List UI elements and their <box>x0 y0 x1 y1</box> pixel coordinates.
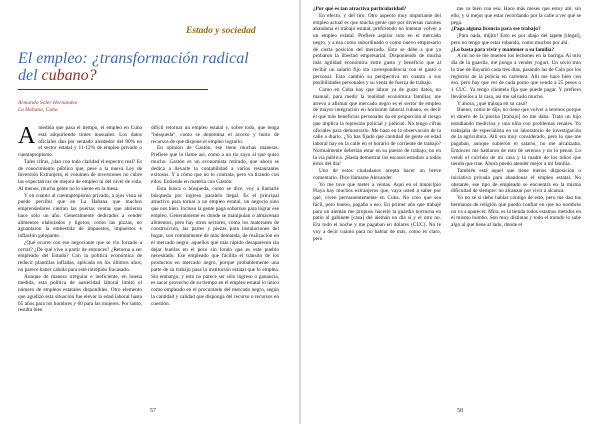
paragraph: Y en cuanto al cuentapropismo privado, a ojos vista se puede percibir que en La Habana que muchos emprendedores cierran las puertas ventas que abrieron hace sólo un año. Generalmente dedicados a vender alimentos elaborados y ligeros, como las pizzas, no aguantaron la embestida de impuestos, impuestos e inflación galopante. <box>18 192 142 239</box>
article-title <box>18 50 258 84</box>
left-column-1 <box>18 125 142 406</box>
title-divider <box>18 89 208 90</box>
paragraph: Uno de estos ciudadanos acepta hacer un breve comentario. Dice llamarse Alexander. <box>313 168 441 181</box>
paragraph: También está aquel que tiene menos disposición o iniciativa privada para abandonar el empleo estatal. No obstante, ese tipo de empleado se encuentra en la misma dificultad de siempre: no alcanzar por vivir a alcanza. <box>451 168 581 195</box>
left-page <box>0 0 299 424</box>
paragraph: difícil retornar un empleo estatal y, sobre todo, que tenga "búsqueda", como se denomina el acceso y hurto de recursos de que dispone el empleo lograrlo. <box>151 125 279 145</box>
paragraph: Aunque de manera irregular e ineficiente, en buena medida, esta política de austeridad laboral limitó el número de empleos estatales disponibles. Otro elemento que agudizó esta situación fue elevar la edad laboral hasta 65 años para los hombres y 60 para las mujeres. Por tanto, resulta bien <box>18 273 142 314</box>
page-number: 57 <box>150 408 156 414</box>
paragraph: Tales cifras, ¿dan con toda claridad el espectro real? Es de conocimiento público que, pese a la nueva Ley de Inversión Extranjera, el volumen de inversiones no cubre las expectativas de mejora de empleo ni del nivel de vida. Al menos, mucha gente no lo siente en la mesa. <box>18 158 142 192</box>
interview-question: ¿Lo basta para vivir y mantener a su familia? <box>451 46 555 53</box>
author-name: Armando Soler Hernández <box>18 100 77 106</box>
section-heading: Estado y sociedad <box>186 26 256 36</box>
paragraph: A mí no se me mueren los lechones en la barriga. Al otro día de la guardia, me pongo a vender yogurt. Un socio mío lo trae de Bayamó cada tres días, pasando las de Caín por los registros de la policía en carretera. Allí me hace bien con eso, pero hay que ver de cada pomo que vendo a 25 pesos o 1 CUC. Ya tengo clientela fija que puede pagar. Y prefiero llevárselos a la casa, así me salvado mucho. <box>451 53 581 100</box>
paragraph: En opinión de Gastón, ese tiene muchas maneras. Prefiere que lo llame así, como a un tío suyo al que quiso mucho. Gastón es un economista retirado, que ahora se dedica a llevarle la contabilidad a varios restaurantes exitosos. Y a cómo que no lo contrata, pero va tirando con ellos. Entiende en materia con Gastón. <box>151 145 279 185</box>
paragraph: me va bien con eso. Hace más meses que estoy ahí, sin ello, y si mejor que estar recordando por la calle a ver qué se pega. <box>451 6 581 26</box>
paragraph: ¡Para nada, mijito! Esto es por abajo del tapete [ilegal], pero no tengo que estar robando, como muchos por ahí. <box>451 33 581 46</box>
right-page <box>301 0 600 424</box>
paragraph: En efecto, y del tiro. Otro aspecto muy importante del empleo actual es que mucha gente que por diversas razones abandona el trabajo estatal, prefiriendo no intentar volver a un empleo estatal. Prefiere aspirar solo en el mercado negro, y a esa como subordinado o como nuevo empresario de cierta posición del mercado. Esto se debe a que ya probaron la libertad empresarial. Disponiendo de mucha más agilidad económica entre gasto y beneficio que al recibir un salario fijo sin correspondencia con el gasto o personal. Esto cambió su perspectiva en cuanto a sus posibilidades personales y su venta de fuerza de trabajo. <box>313 12 441 87</box>
paragraph: Amedida que pasa el tiempo, el empleo en Cuba está adquiriendo tintes inusuales. Los datos oficiales dan por sentado alrededor del 80% en el sector estatal y 11-12% de empleo privado o cuentapropismo. <box>18 125 142 158</box>
title-accent: cubano? <box>41 67 97 84</box>
interview-question: ¿Paga alguna licencia para ese trabajo? <box>451 26 541 33</box>
right-column-2 <box>451 6 581 402</box>
paragraph: Y ahora, ¿qué trabaja en su casa? <box>457 100 528 107</box>
paragraph: Yo me tuve que meter a ventas. Aquí en el municipio Playa hay muchos extranjeros que, vaya usted a saber por qué, viven permanentemente en Cuba. No creo que sea fácil, pero bueno, pagaba a eso. En primer año que trabajé para un alemán me propuso hacerle la guardia nocturna en patio al gabinete [casa] del alemán un día sí y el otro no. Era todo el noche y me pagaban en dólares (CUC). No te voy a decir cuánto para no hablar de más, como es claro, pero <box>313 181 441 242</box>
author-location: La Habana, Cuba <box>18 107 58 113</box>
right-column-1 <box>313 6 441 402</box>
interview-question: ¿Por qué es tan atractiva particularidad? <box>313 6 407 12</box>
drop-cap: A <box>18 125 36 149</box>
byline <box>18 100 77 114</box>
paragraph: ¿Qué ocurre con ese negociante que se vio forzado a cerrar? ¿De qué vive a partir de entonces? ¿Retorna a ser empleado del Estado? Con la política económica de reducir plantillas infladas, aplicada en los últimos años, no parece haber cabida para este intrépido fracasado. <box>18 239 142 273</box>
paragraph: Yo no sé si debo hablar contigo de esto, pero me dan tus hermanos de religión que puedo confiar en que no nombres no va a aparecer. Mira, es la tienda todos estamos metidos en el mismo bombo. Son muy distintas y todo el mundo lo sabe algo al que tiene al lado, donde el <box>451 195 581 228</box>
paragraph: Esta busca o búsqueda, como se dice, voy a llamarle búsqueda por ingreso paralelo ilegal. Es el principal atractivo para tornar a un empleo estatal, un negocio sino que nos bien. Incluso la gente paga sobornos para lograr ese empleo. Generalmente es donde se manipulan o almacenan alimentos, pero hay otros sectores, como los materiales de construcción, las partes y piezas para instalaciones del hogar, son comúnmente de más demanda, de realización en el mercado negro, aquellos que más rápido desaparecen sin dejar huellas en el peso sin fondo que es este pueblo necesitado. Ese empleado que facilita el tránsito de los productos en mercado negro, porque probablemente una parte de su trabajo pasa la institución estatal que lo emplea. Sin embargo, y esto no parece ser sólo ingreso o ganancia, es sacar provecho de su tiempo en el empleo estatal lo único como empleado en el procurando del mercado negro, según la cantidad y calidad que disponga del recurso o recursos en cuestión. <box>151 185 279 307</box>
paragraph: Como en Cuba hay que labrar ya de gusto datos, no manual, para medir la realidad económica familiar, me atrevo a afirmar que mercado negro es el sector de empleo de mayor integración en horizonte laboral cubano, es decir el que más beneficios personales da en proporción al riesgo que implica la represión policial y judicial. No tengo cifras oficiales para demostrarlo. Me baso en la observación de la calle a diario. ¿Yo has fijado qué cantidad de gente en edad laboral hay en la calle en el horario de corriente de trabajo? Normalmente deberían estar en su puesto de trabajo, no en la vía pública. ¡Hasta demostrar los escasos estudios a todos éstos del día! <box>313 87 441 168</box>
page-number: 58 <box>457 408 463 414</box>
title-main: El empleo: ¿transformación radical del <box>18 50 249 84</box>
left-column-2 <box>151 125 279 406</box>
paragraph: Bueno, como te dije, no tiene que volver a serenos porque el dinero de la pincha [trabajo] no me daba. Trato un hijo estudiando medicina y una niña con problemas renales. Yo trabajaba de especialista en un laboratorio de investigación de la agricultura. Allí era muy considerado, pero lo que me pagaban, aunque subieron el salario, no me alcanzaba. Entonces me hablaron de esto de serenos y no lo pensé. Lo vendí el colchón de mi casa y la madre de los niños que tienda que trae. Ahora puedo atender mejor a mi familia. <box>451 107 581 168</box>
